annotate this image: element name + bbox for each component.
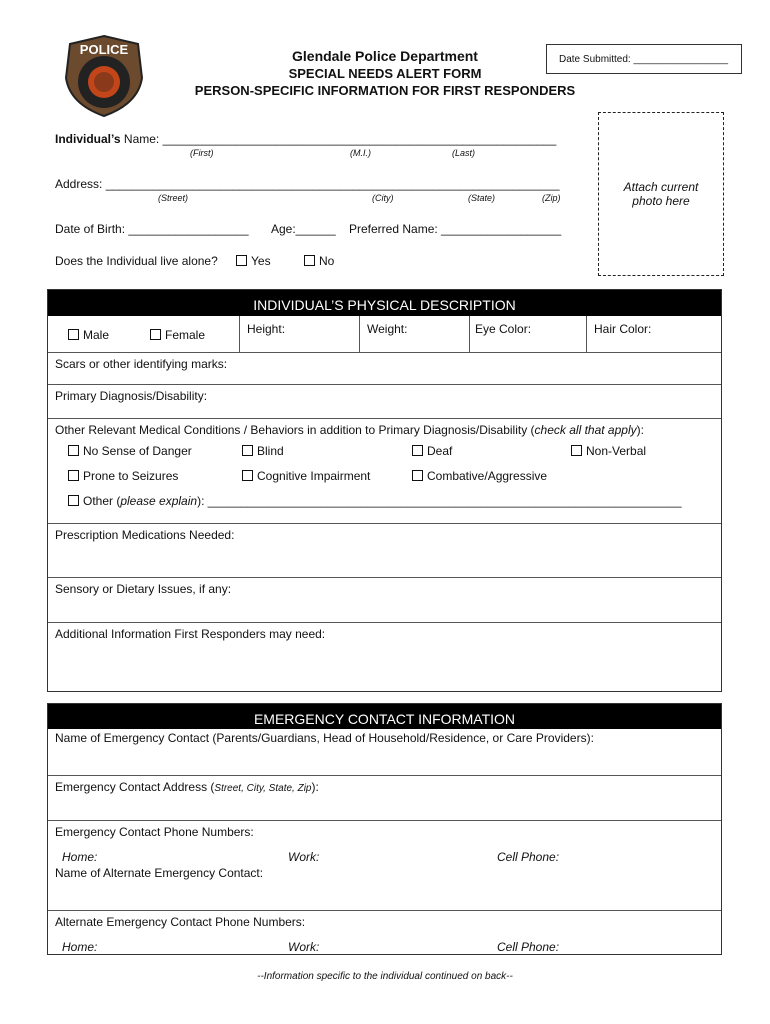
live-alone-question: Does the Individual live alone?: [55, 254, 218, 268]
form-title: SPECIAL NEEDS ALERT FORM: [288, 66, 482, 81]
other-conditions-label: Other Relevant Medical Conditions / Behaviors in addition to Primary Diagnosis/Disability (check all that apply):: [55, 423, 644, 437]
female-label: Female: [165, 328, 206, 342]
address-label: Emergency Contact Address (: [55, 780, 215, 794]
badge-title: POLICE: [79, 42, 129, 57]
preferred-name-field[interactable]: Preferred Name: __________________: [349, 222, 562, 236]
live-alone-no[interactable]: [304, 254, 334, 268]
yes-label: Yes: [251, 254, 271, 268]
emergency-name-field[interactable]: Name of Emergency Contact (Parents/Guardians, Head of Household/Residence, or Care Providers):: [55, 731, 594, 745]
other-label-italic: please explain: [120, 494, 198, 508]
physical-section-title: INDIVIDUAL’S PHYSICAL DESCRIPTION: [48, 290, 721, 316]
checkbox-icon: [236, 255, 247, 266]
male-checkbox[interactable]: [68, 328, 109, 342]
sensory-field[interactable]: Sensory or Dietary Issues, if any:: [48, 577, 721, 622]
checkbox-icon: [304, 255, 315, 266]
checkbox-icon: [242, 470, 253, 481]
check-label: Combative/Aggressive: [427, 469, 548, 483]
address-label-end: ):: [311, 780, 319, 794]
check-label: Prone to Seizures: [83, 469, 179, 483]
other-label: Other (: [83, 494, 121, 508]
medications-field[interactable]: Prescription Medications Needed:: [48, 523, 721, 577]
checkbox-icon: [68, 495, 79, 506]
age-field[interactable]: Age:______: [271, 222, 336, 236]
checkbox-icon: [412, 470, 423, 481]
check-label: Non-Verbal: [586, 444, 647, 458]
weight-field[interactable]: Weight:: [367, 322, 408, 336]
form-header: [160, 48, 610, 99]
scars-field[interactable]: Scars or other identifying marks:: [48, 352, 721, 384]
check-blind[interactable]: [242, 444, 284, 458]
check-no-sense-of-danger[interactable]: [68, 444, 192, 458]
check-label: No Sense of Danger: [83, 444, 192, 458]
police-badge-logo: [62, 34, 146, 118]
check-cognitive-impairment[interactable]: [242, 469, 370, 483]
alternate-cell-phone[interactable]: Cell Phone:: [497, 940, 560, 954]
checkbox-icon: [150, 329, 161, 340]
photo-placeholder[interactable]: [598, 112, 724, 276]
checkbox-icon: [68, 445, 79, 456]
check-other[interactable]: [68, 494, 682, 508]
check-label: Blind: [257, 444, 284, 458]
alt-phones-label: Alternate Emergency Contact Phone Numbers:: [55, 915, 306, 929]
sub-state: (State): [468, 193, 496, 203]
name-label: Individual’s: [55, 132, 121, 146]
checkbox-icon: [68, 470, 79, 481]
emergency-cell-phone[interactable]: Cell Phone:: [497, 850, 560, 864]
address-field[interactable]: Address: ____________________________________________________________________: [55, 177, 560, 191]
check-label: Cognitive Impairment: [257, 469, 371, 483]
sub-street: (Street): [158, 193, 189, 203]
sub-last: (Last): [452, 148, 476, 158]
alternate-phones-block: [48, 910, 721, 955]
emergency-contact-section: [47, 703, 722, 955]
diagnosis-field[interactable]: Primary Diagnosis/Disability:: [48, 384, 721, 418]
date-submitted-field[interactable]: Date Submitted: _________________: [546, 44, 742, 74]
height-field[interactable]: Height:: [247, 322, 286, 336]
name-line: Name: ___________________________________________________________: [120, 132, 557, 146]
emergency-work-phone[interactable]: Work:: [288, 850, 320, 864]
sub-mi: (M.I.): [350, 148, 371, 158]
hair-color-field[interactable]: Hair Color:: [594, 322, 652, 336]
check-non-verbal[interactable]: [571, 444, 646, 458]
address-label-italic: Street, City, State, Zip: [214, 783, 312, 794]
checkbox-icon: [68, 329, 79, 340]
additional-info-field[interactable]: Additional Information First Responders may need:: [48, 622, 721, 692]
female-checkbox[interactable]: [150, 328, 205, 342]
alternate-home-phone[interactable]: Home:: [62, 940, 98, 954]
footer-note: --Information specific to the individual continued on back--: [257, 971, 513, 982]
alternate-work-phone[interactable]: Work:: [288, 940, 320, 954]
photo-placeholder-text: Attach current photo here: [623, 180, 699, 208]
check-label: Deaf: [427, 444, 453, 458]
checkbox-icon: [571, 445, 582, 456]
sub-city: (City): [372, 193, 394, 203]
emergency-home-phone[interactable]: Home:: [62, 850, 98, 864]
checkbox-icon: [412, 445, 423, 456]
phones-label: Emergency Contact Phone Numbers:: [55, 825, 254, 839]
emergency-section-title: EMERGENCY CONTACT INFORMATION: [48, 704, 721, 729]
alternate-contact-name-field[interactable]: Name of Alternate Emergency Contact:: [55, 866, 264, 880]
check-deaf[interactable]: [412, 444, 452, 458]
emergency-phones-block: [48, 820, 721, 865]
male-label: Male: [83, 328, 110, 342]
dob-field[interactable]: Date of Birth: __________________: [55, 222, 249, 236]
sub-first: (First): [190, 148, 214, 158]
physical-description-section: [47, 289, 722, 692]
form-subtitle: PERSON-SPECIFIC INFORMATION FOR FIRST RESPONDERS: [194, 83, 576, 98]
sub-zip: (Zip): [542, 193, 561, 203]
other-line: ): _______________________________________________________________________: [197, 494, 682, 508]
check-prone-to-seizures[interactable]: [68, 469, 178, 483]
no-label: No: [319, 254, 335, 268]
department-name: Glendale Police Department: [292, 48, 478, 64]
check-combative-aggressive[interactable]: [412, 469, 547, 483]
individual-name-field[interactable]: [55, 132, 556, 146]
checkbox-icon: [242, 445, 253, 456]
emergency-address-field[interactable]: [48, 775, 721, 820]
eye-color-field[interactable]: Eye Color:: [475, 322, 532, 336]
live-alone-yes[interactable]: [236, 254, 271, 268]
